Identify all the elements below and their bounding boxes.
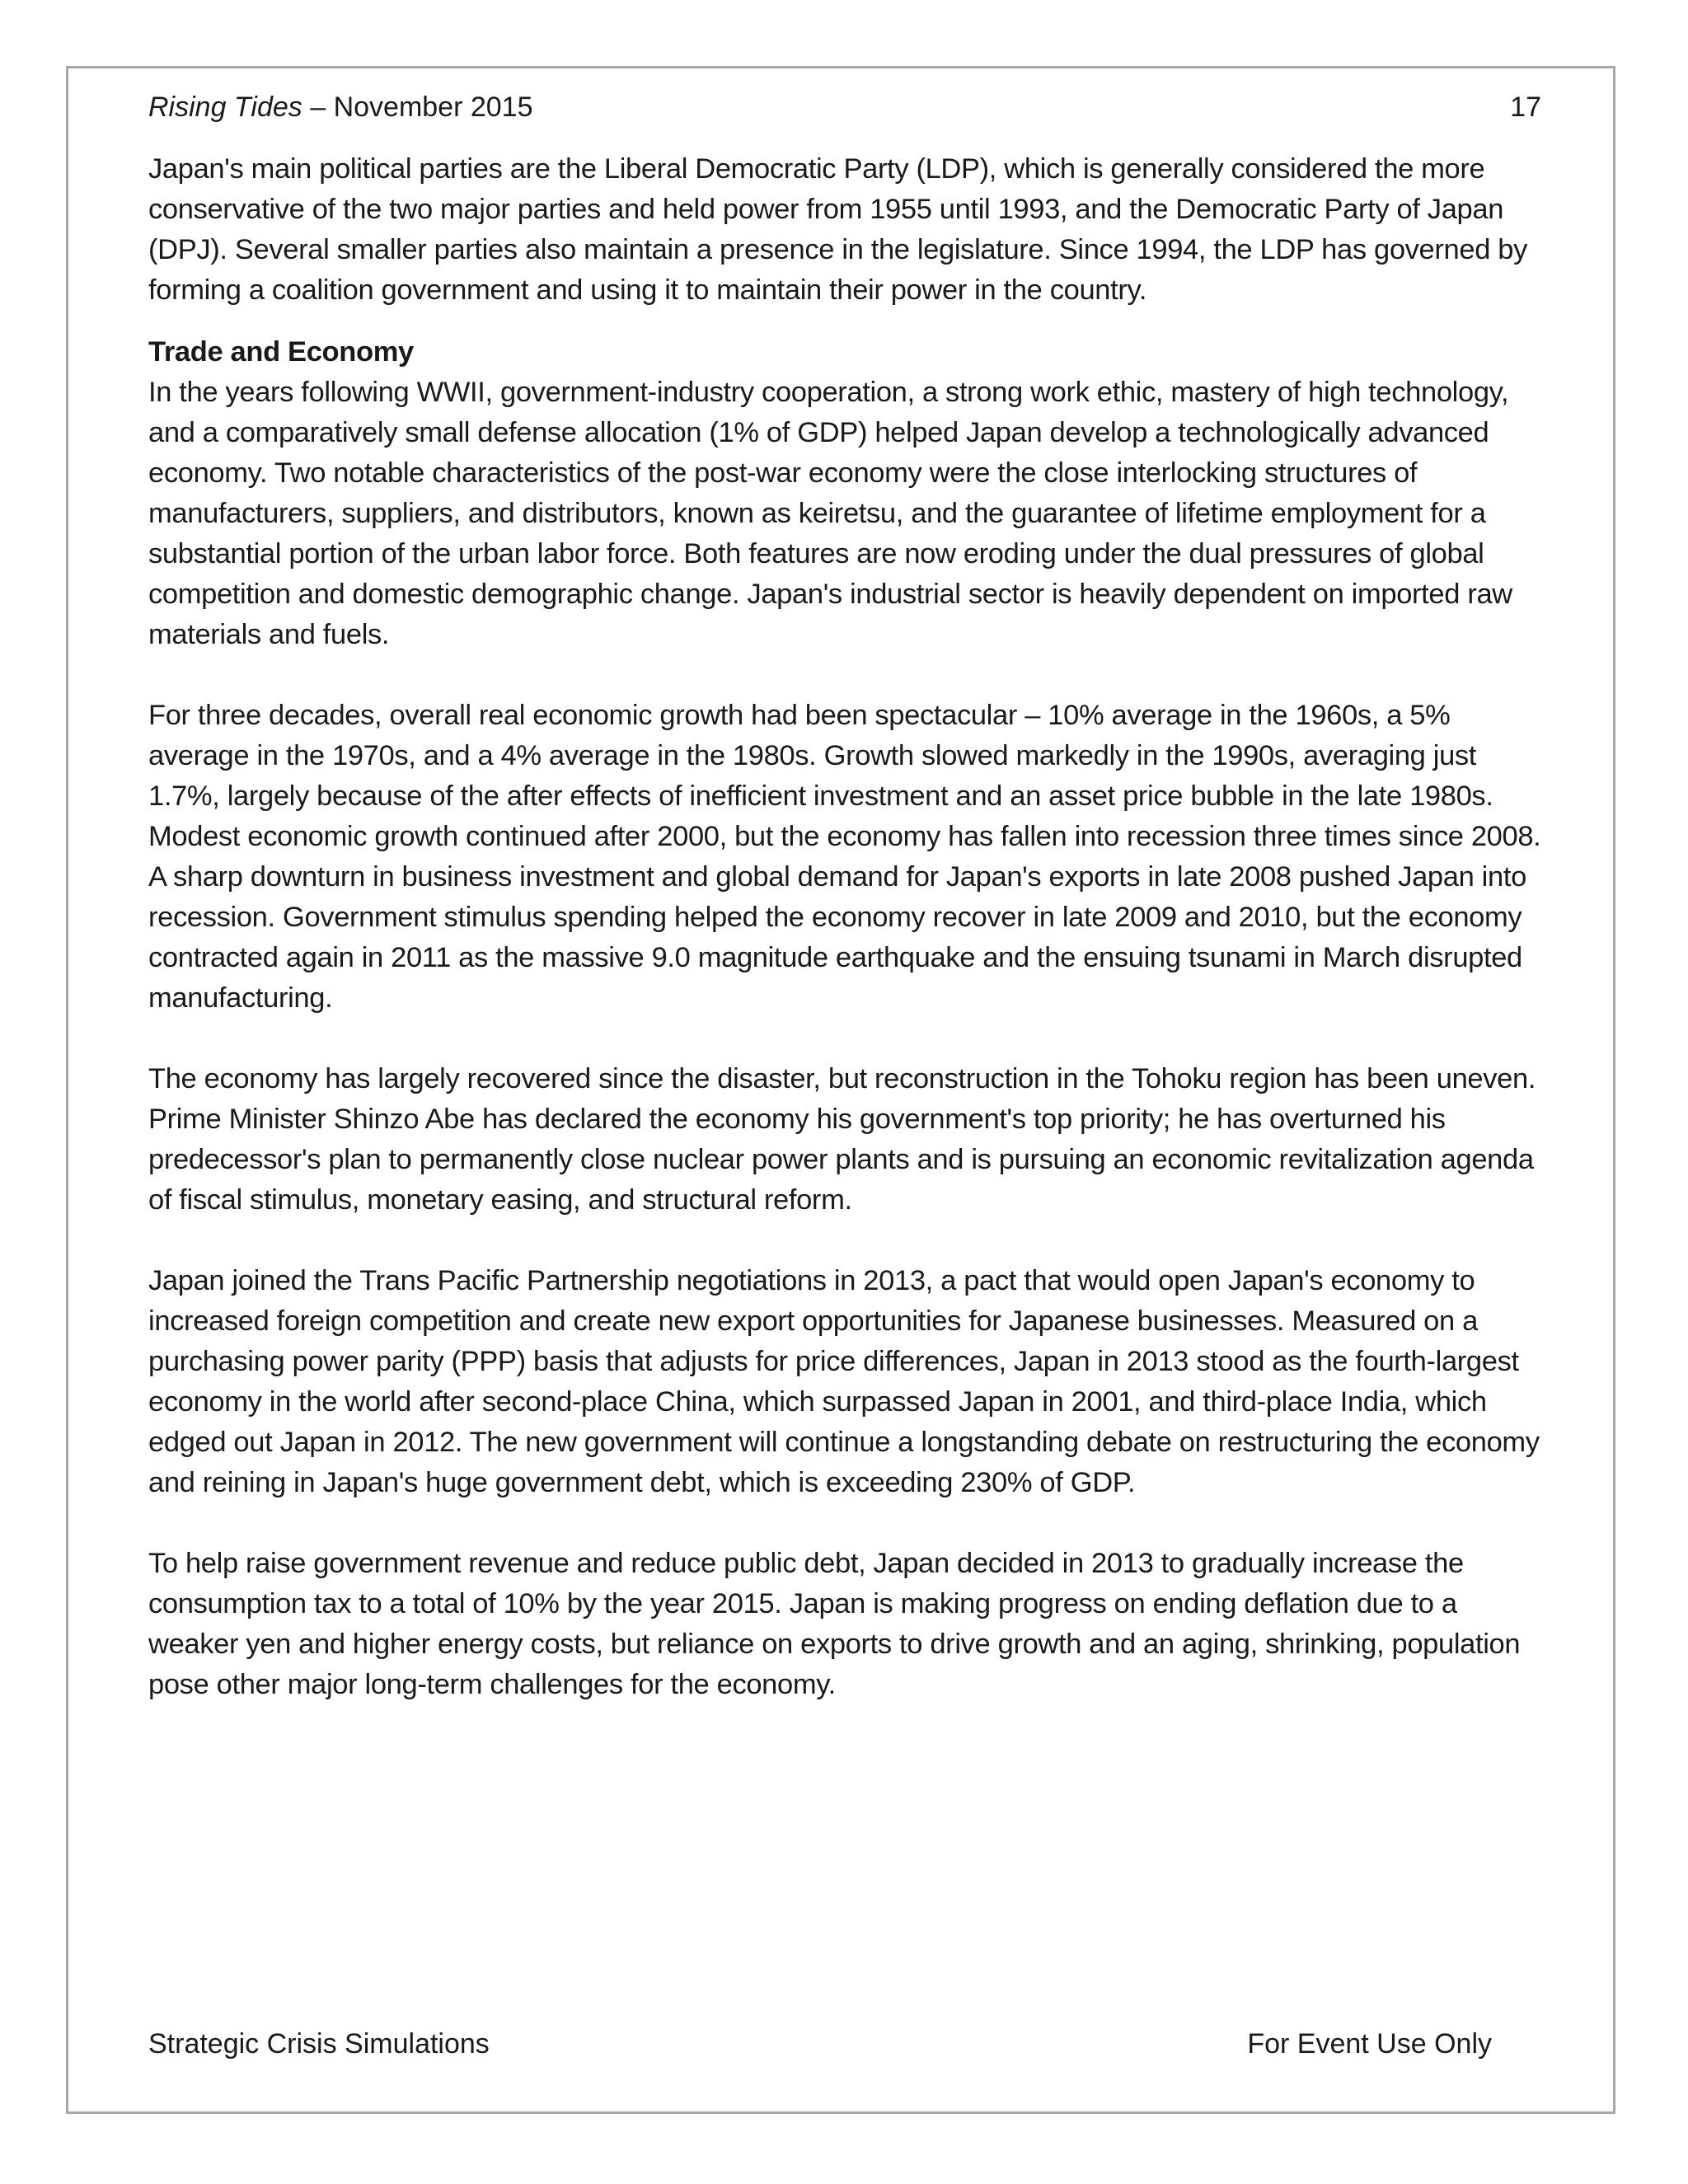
publication-date: – November 2015 [302,91,533,123]
page-header [148,87,1541,128]
page-content [148,87,1541,1705]
document-body [148,149,1541,1705]
page-footer [148,2023,1492,2064]
footer-usage-note: For Event Use Only [1247,2028,1492,2060]
page-number: 17 [1510,91,1541,123]
paragraph-postwar-economy: In the years following WWII, government-industry cooperation, a strong work ethic, mastery of high technology, and a comparatively small defense allocation (1% of GDP) helped Japan develop a technologically advanced economy. Two notable characteristics of the post-war economy were the close interlocking structures of manufacturers, suppliers, and distributors, known as keiretsu, and the guarantee of lifetime employment for a substantial portion of the urban labor force. Both features are now eroding under the dual pressures of global competition and domestic demographic change. Japan's industrial sector is heavily dependent on imported raw materials and fuels. [148,377,1512,650]
header-title-line [148,87,533,128]
paragraph-economic-growth: For three decades, overall real economic growth had been spectacular – 10% average in the 1960s, a 5% average in the 1970s, and a 4% average in the 1980s. Growth slowed markedly in the 1990s, averaging just 1.7%, largely because of the after effects of inefficient investment and an asset price bubble in the late 1980s. Modest economic growth continued after 2000, but the economy has fallen into recession three times since 2008. A sharp downturn in business investment and global demand for Japan's exports in late 2008 pushed Japan into recession. Government stimulus spending helped the economy recover in late 2009 and 2010, but the economy contracted again in 2011 as the massive 9.0 magnitude earthquake and the ensuing tsunami in March disrupted manufacturing. [148,700,1541,1014]
paragraph-political-parties: Japan's main political parties are the Liberal Democratic Party (LDP), which is generally considered the more conservative of the two major parties and held power from 1955 until 1993, and the Democratic Party of Japan (DPJ). Several smaller parties also maintain a presence in the legislature. Since 1994, the LDP has governed by forming a coalition government and using it to maintain their power in the country. [148,153,1528,306]
paragraph-consumption-tax: To help raise government revenue and reduce public debt, Japan decided in 2013 to gradually increase the consumption tax to a total of 10% by the year 2015. Japan is making progress on ending deflation due to a weaker yen and higher energy costs, but reliance on exports to drive growth and an aging, shrinking, population pose other major long-term challenges for the economy. [148,1548,1521,1700]
paragraph-recovery: The economy has largely recovered since the disaster, but reconstruction in the Tohoku region has been uneven. Prime Minister Shinzo Abe has declared the economy his government's top priority; he has overturned his predecessor's plan to permanently close nuclear power plants and is pursuing an economic revitalization agenda of fiscal stimulus, monetary easing, and structural reform. [148,1063,1536,1216]
paragraph-tpp: Japan joined the Trans Pacific Partnership negotiations in 2013, a pact that would open Japan's economy to increased foreign competition and create new export opportunities for Japanese businesses. Measured on a purchasing power parity (PPP) basis that adjusts for price differences, Japan in 2013 stood as the fourth-largest economy in the world after second-place China, which surpassed Japan in 2001, and third-place India, which edged out Japan in 2012. The new government will continue a longstanding debate on restructuring the economy and reining in Japan's huge government debt, which is exceeding 230% of GDP. [148,1265,1540,1498]
footer-organization: Strategic Crisis Simulations [148,2028,490,2060]
publication-title: Rising Tides [148,91,302,123]
section-heading-trade-economy: Trade and Economy [148,336,414,368]
